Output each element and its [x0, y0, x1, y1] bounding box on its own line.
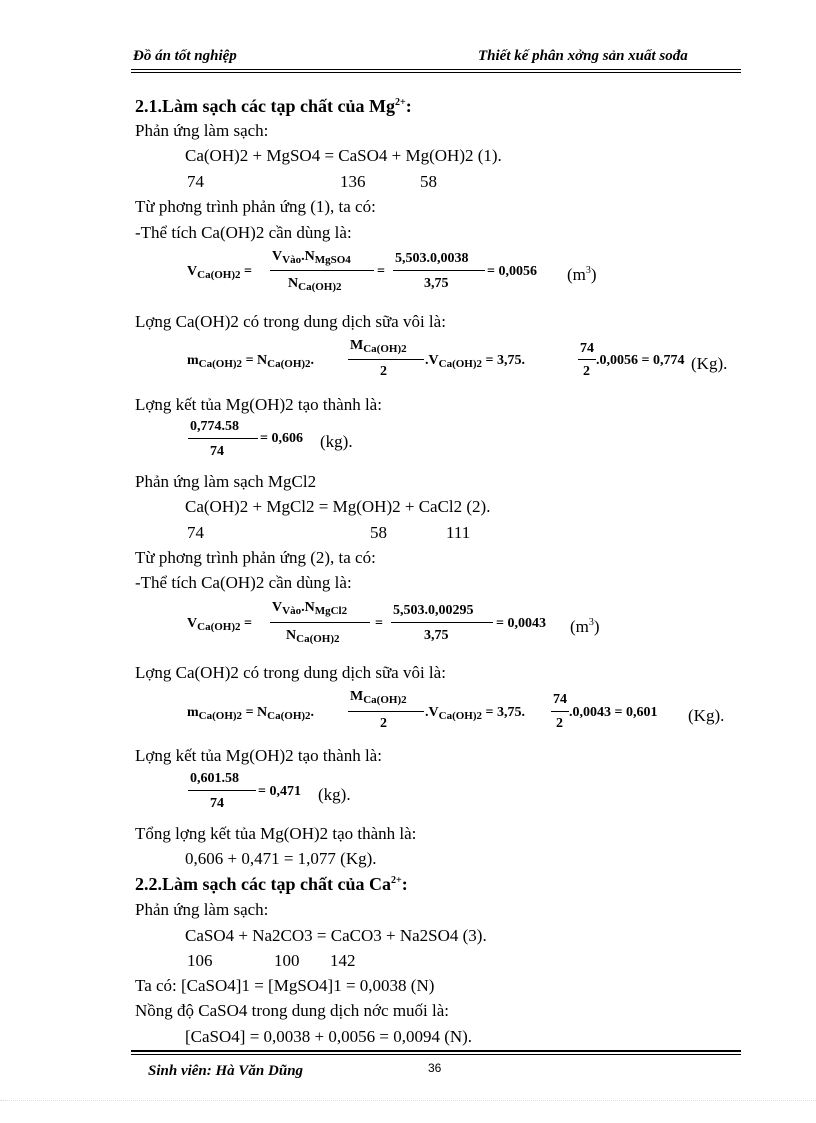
header-right: Thiết kế phân xởng sản xuất sođa: [478, 48, 688, 64]
equation-2: Ca(OH)2 + MgCl2 = Mg(OH)2 + CaCl2 (2).: [185, 497, 491, 516]
concentration-label: Nồng độ CaSO4 trong dung dịch nớc muối là:: [135, 1001, 450, 1020]
page-number: 36: [428, 1061, 442, 1075]
eq3-mass-a: 106: [187, 951, 213, 970]
footer-rule-2: [131, 1054, 741, 1055]
volume-label-1: -Thể tích Ca(OH)2 cần dùng là:: [135, 223, 352, 242]
eq3-mass-c: 142: [330, 951, 356, 970]
precip-label-1: Lợng kết tủa Mg(OH)2 tạo thành là:: [135, 395, 382, 414]
section-title-2-2: 2.2.Làm sạch các tạp chất của $Ca^{2+}$:: [135, 874, 408, 894]
eq2-mass-a: 74: [187, 523, 204, 542]
we-have-text: Ta có: [CaSO4]1 = [MgSO4]1 = 0,0038 (N): [135, 976, 435, 995]
equation-3: CaSO4 + Na2CO3 = CaCO3 + Na2SO4 (3).: [185, 926, 487, 945]
precip-label-2: Lợng kết tủa Mg(OH)2 tạo thành là:: [135, 746, 382, 765]
eq1-mass-c: 58: [420, 172, 437, 191]
intro-text-2: Phản ứng làm sạch:: [135, 900, 269, 919]
footer-student: Sinh viên: Hà Văn Dũng: [148, 1063, 304, 1079]
section-title-2-1: 2.1.Làm sạch các tạp chất của $Mg^{2+}$:: [135, 96, 412, 116]
eq1-mass-a: 74: [187, 172, 204, 191]
concentration-value: [CaSO4] = 0,0038 + 0,0056 = 0,0094 (N).: [185, 1027, 473, 1046]
header-rule-2: [131, 72, 741, 73]
intro-mgcl2: Phản ứng làm sạch MgCl2: [135, 472, 317, 491]
equation-1: Ca(OH)2 + MgSO4 = CaSO4 + Mg(OH)2 (1).: [185, 146, 502, 165]
from-eq2-text: Từ phơng trình phản ứng (2), ta có:: [135, 548, 376, 567]
header-rule: [131, 69, 741, 70]
total-label: Tổng lợng kết tủa Mg(OH)2 tạo thành là:: [135, 824, 417, 843]
total-value: 0,606 + 0,471 = 1,077 (Kg).: [185, 849, 377, 868]
volume-label-2: -Thể tích Ca(OH)2 cần dùng là:: [135, 573, 352, 592]
header-left: Đồ án tốt nghiệp: [133, 48, 237, 64]
eq2-mass-b: 58: [370, 523, 387, 542]
mass-label-2: Lợng Ca(OH)2 có trong dung dịch sữa vôi là:: [135, 663, 446, 682]
mass-label-1: Lợng Ca(OH)2 có trong dung dịch sữa vôi là:: [135, 312, 446, 331]
eq2-mass-c: 111: [446, 523, 471, 542]
eq1-mass-b: 136: [340, 172, 366, 191]
intro-text: Phản ứng làm sạch:: [135, 121, 269, 140]
from-eq1-text: Từ phơng trình phản ứng (1), ta có:: [135, 197, 376, 216]
footer-rule: [131, 1050, 741, 1052]
eq3-mass-b: 100: [274, 951, 300, 970]
page-bottom-dotted-line: [0, 1100, 816, 1101]
